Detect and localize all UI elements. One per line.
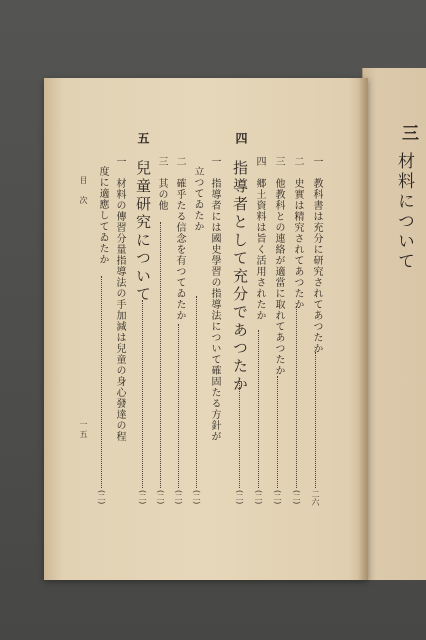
right-page-number: 三 xyxy=(398,124,418,144)
dot-leader xyxy=(160,222,161,488)
dot-leader xyxy=(196,296,197,488)
section-5-heading-page: (二) xyxy=(138,490,147,505)
toc-item: 一 教科書は充分に研究されてあつたか xyxy=(311,156,322,354)
toc-item-page: (二) xyxy=(254,490,263,505)
page-folio: 一五 xyxy=(79,420,88,440)
dot-leader xyxy=(178,324,179,488)
section-4-heading: 指導者として充分であつたか xyxy=(231,160,249,394)
toc-item: 三 他教科との連絡が適當に取れてあつたか xyxy=(273,156,284,376)
toc-item-page: (二) xyxy=(192,490,201,505)
toc-item-page: (二) xyxy=(273,490,282,505)
section-5-number: 五 xyxy=(136,132,150,144)
right-page xyxy=(362,68,426,580)
toc-item: 一 指導者には國史學習の指導法について確固たる方針が xyxy=(209,156,220,442)
section-4-heading-page: (二) xyxy=(235,490,244,505)
toc-item-page: (二) xyxy=(174,490,183,505)
dot-leader xyxy=(277,376,278,488)
dot-leader xyxy=(142,300,143,488)
toc-item: 二 史實は精究されてあつたか xyxy=(292,156,303,310)
dot-leader xyxy=(101,276,102,488)
toc-item-page: 二六 xyxy=(311,490,320,506)
toc-item: 一 材料の傳習分量指導法の手加減は兒童の身心發達の程 xyxy=(114,156,125,442)
toc-item-page: (二) xyxy=(156,490,165,505)
dot-leader xyxy=(296,306,297,488)
section-4-number: 四 xyxy=(234,132,248,144)
dot-leader xyxy=(239,378,240,488)
running-head: 目 次 xyxy=(79,176,88,206)
toc-item: 立つてゐたか xyxy=(192,166,203,232)
toc-item-page: (二) xyxy=(97,490,106,505)
right-page-text: 材料について xyxy=(394,152,414,272)
dot-leader xyxy=(315,352,316,488)
toc-item: 三 其の他 xyxy=(156,156,167,211)
toc-item-page: (二) xyxy=(292,490,301,505)
dot-leader xyxy=(258,330,259,488)
toc-item: 度に適應してゐたか xyxy=(97,166,108,265)
toc-item: 二 確乎たる信念を有つてゐたか xyxy=(174,156,185,321)
section-5-heading: 兒童研究について xyxy=(134,160,152,304)
page-gutter-shadow xyxy=(358,78,368,580)
toc-item: 四 郷土資料は旨く活用されたか xyxy=(254,156,265,321)
